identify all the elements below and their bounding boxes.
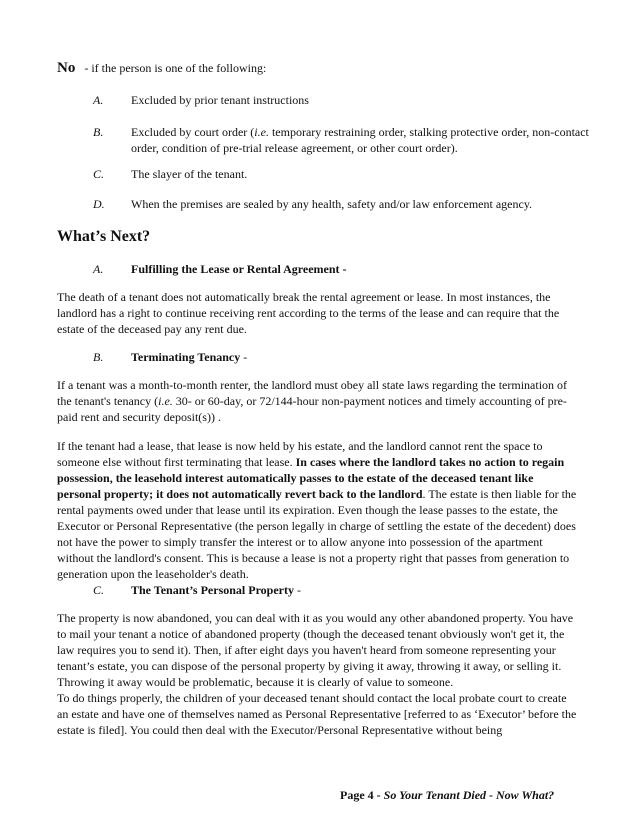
item-text: When the premises are sealed by any health, safety and/or law enforcement agency. xyxy=(131,197,533,211)
subsection-letter: B. xyxy=(93,350,104,364)
subsection-letter: C. xyxy=(93,583,105,597)
subsection-title: The Tenant’s Personal Property - xyxy=(131,583,302,597)
item-text: Excluded by prior tenant instructions xyxy=(131,93,309,107)
page-footer: Page 4 - So Your Tenant Died - Now What? xyxy=(340,788,555,802)
item-letter: C. xyxy=(93,167,105,181)
list-item xyxy=(93,166,593,182)
subsection-letter: A. xyxy=(93,262,104,276)
item-text: The slayer of the tenant. xyxy=(131,167,248,181)
subsection-title: Fulfilling the Lease or Rental Agreement - xyxy=(131,262,347,276)
paragraph: If a tenant was a month-to-month renter, the landlord must obey all state laws regarding the termination of the tenant's tenancy (i.e. 30- or 60-day, or 72/144-hour non-payment notices and timely accounting of pre-paid rent and security deposit(s)) . xyxy=(57,378,568,424)
paragraph: The property is now abandoned, you can deal with it as you would any other abandoned property. You have to mail your tenant a notice of abandoned property (though the deceased tenant obviously won't get it, the law requires you to send it). Then, if after eight days you haven't heard from someone representing your tenant’s estate, you can dispose of the personal property by giving it away, throwing it away, or selling it. Throwing it away would be problematic, because it is clearly of value to someone. To do things properly, the children of your deceased tenant should contact the local probate court to create an estate and have one of themselves named as Personal Representative [referred to as ‘Executor’ before the estate is filed]. You could then deal with the Executor/Personal Representative without being xyxy=(57,611,577,737)
no-label: No xyxy=(57,60,76,76)
list-item xyxy=(93,196,593,212)
item-text: Excluded by court order (i.e. temporary restraining order, stalking protective order, non-contact order, condition of pre-trial release agreement, or other court order). xyxy=(131,125,589,155)
subsection-title: Terminating Tenancy - xyxy=(131,350,248,364)
no-section-intro xyxy=(57,60,266,77)
list-item xyxy=(93,124,593,156)
item-letter: A. xyxy=(93,93,104,107)
section-heading: What’s Next? xyxy=(57,228,151,245)
paragraph: If the tenant had a lease, that lease is now held by his estate, and the landlord cannot rent the space to someone else without first terminating that lease. In cases where the landlord takes no action to regain possession, the leasehold interest automatically passes to the estate of the deceased tenant like personal property; it does not automatically revert back to the landlord. The estate is then liable for the rental payments owed under that lease until its expiration. Even though the lease passes to the estate, the Executor or Personal Representative (the person legally in charge of settling the estate of the decedent) does not have the power to simply transfer the interest or to allow anyone into possession of the apartment without the landlord's consent. This is because a lease is not a property right that passes from generation to generation upon the leaseholder's death. xyxy=(57,439,577,581)
list-item xyxy=(93,92,593,108)
no-intro-text: - if the person is one of the following: xyxy=(84,61,267,75)
paragraph: The death of a tenant does not automatically break the rental agreement or lease. In most instances, the landlord has a right to continue receiving rent according to the terms of the lease and can require that the estate of the deceased pay any rent due. xyxy=(57,290,560,336)
item-letter: B. xyxy=(93,125,104,139)
item-letter: D. xyxy=(93,197,105,211)
